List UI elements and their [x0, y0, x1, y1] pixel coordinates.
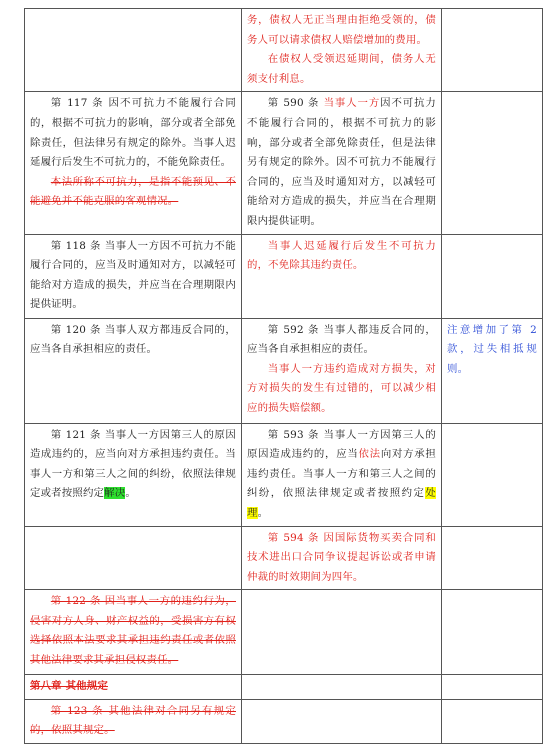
table-row	[25, 318, 543, 423]
new-law-text	[247, 94, 436, 231]
chapter-heading: 第八章 其他规定	[30, 680, 108, 693]
table-row	[25, 675, 543, 700]
deleted-text: 本法所称不可抗力，是指不能预见、不能避免并不能克服的客观情况。	[30, 175, 236, 208]
table-row	[25, 234, 543, 318]
article-body: 向对方承担违约责任。当事人一方和第三人之间的纠纷，依照法律规定或者按照约定	[247, 448, 437, 500]
article-body: 第 121 条 当事人一方因第三人的原因造成违约的，应当向对方承担违约责任。当事人一方和第三人之间的纠纷，依照法律规定或者按照约定	[30, 428, 236, 500]
new-law-cell	[242, 590, 442, 675]
new-law-cell	[242, 318, 442, 423]
old-law-cell	[25, 9, 242, 92]
note-cell	[442, 675, 543, 700]
old-law-cell	[25, 590, 242, 675]
old-law-cell	[25, 92, 242, 234]
note-cell	[442, 318, 543, 423]
old-law-cell	[25, 675, 242, 700]
highlighted-word: 解决	[104, 487, 126, 500]
punctuation: 。	[125, 487, 136, 500]
new-law-text: 在债权人受领迟延期间，债务人无须支付利息。	[247, 53, 436, 85]
note-cell	[442, 234, 543, 318]
article-body: 第 593 条 当事人一方因第三人的原因造成违约的，应当	[247, 428, 436, 461]
comparison-table	[24, 8, 543, 744]
deleted-text: 第 122 条 因当事人一方的违约行为，侵害对方人身、财产权益的，受损害方有权选择依照本法要求其承担违约责任或者依照其他法律要求其承担侵权责任。	[30, 595, 236, 667]
old-law-text: 第 117 条 因不可抗力不能履行合同的，根据不可抗力的影响，部分或者全部免除责任，但法律另有规定的除外。当事人迟延履行后发生不可抗力的，不能免除责任。	[30, 97, 236, 169]
note-cell	[442, 590, 543, 675]
old-law-text: 第 120 条 当事人双方都违反合同的，应当各自承担相应的责任。	[30, 323, 236, 356]
note-cell	[442, 92, 543, 234]
new-law-cell	[242, 234, 442, 318]
old-law-cell	[25, 234, 242, 318]
old-law-cell	[25, 526, 242, 590]
table-row	[25, 526, 543, 590]
old-law-text	[30, 426, 236, 504]
added-text: 当事人迟延履行后发生不可抗力的，不免除其违约责任。	[247, 239, 436, 272]
note-cell	[442, 526, 543, 590]
punctuation: 。	[257, 506, 269, 519]
new-law-cell	[242, 699, 442, 743]
note-text: 注意增加了第 2 款，过失相抵规则。	[447, 323, 537, 375]
new-law-cell	[242, 423, 442, 526]
old-law-text: 第 118 条 当事人一方因不可抗力不能履行合同的，应当及时通知对方，以减轻可能给对方造成的损失，并应当在合理期限内提供证明。	[30, 239, 236, 311]
old-law-cell	[25, 699, 242, 743]
table-row	[25, 590, 543, 675]
added-text: 当事人一方违约造成对方损失，对方对损失的发生有过错的，可以减少相应的损失赔偿额。	[247, 362, 436, 414]
new-law-text: 第 592 条 当事人都违反合同的，应当各自承担相应的责任。	[247, 323, 436, 356]
deleted-text: 第 123 条 其他法律对合同另有规定的，依照其规定。	[30, 704, 236, 737]
added-text: 当事人一方	[323, 97, 381, 110]
old-law-cell	[25, 423, 242, 526]
new-law-cell	[242, 675, 442, 700]
note-cell	[442, 423, 543, 526]
table-row	[25, 699, 543, 743]
new-law-text	[247, 426, 436, 524]
added-text: 第 594 条 因国际货物买卖合同和技术进出口合同争议提起诉讼或者申请仲裁的时效期间为四年。	[247, 531, 436, 583]
table-row	[25, 92, 543, 234]
article-body: 因不可抗力不能履行合同的，根据不可抗力的影响，部分或者全部免除责任，但是法律另有规定的除外。因不可抗力不能履行合同的，应当及时通知对方，以减轻可能给对方造成的损失，并应当在合理期限内提供证明。	[247, 97, 437, 227]
note-cell	[442, 699, 543, 743]
table-row	[25, 423, 543, 526]
new-law-cell	[242, 9, 442, 92]
added-text: 依法	[358, 448, 381, 461]
new-law-cell	[242, 92, 442, 234]
note-cell	[442, 9, 543, 92]
new-law-cell	[242, 526, 442, 590]
old-law-cell	[25, 318, 242, 423]
highlighted-word: 处理	[247, 487, 436, 519]
table-row	[25, 9, 543, 92]
new-law-text: 务，债权人无正当理由拒绝受领的，债务人可以请求债权人赔偿增加的费用。	[247, 14, 436, 46]
article-number: 第 590 条	[267, 97, 324, 110]
